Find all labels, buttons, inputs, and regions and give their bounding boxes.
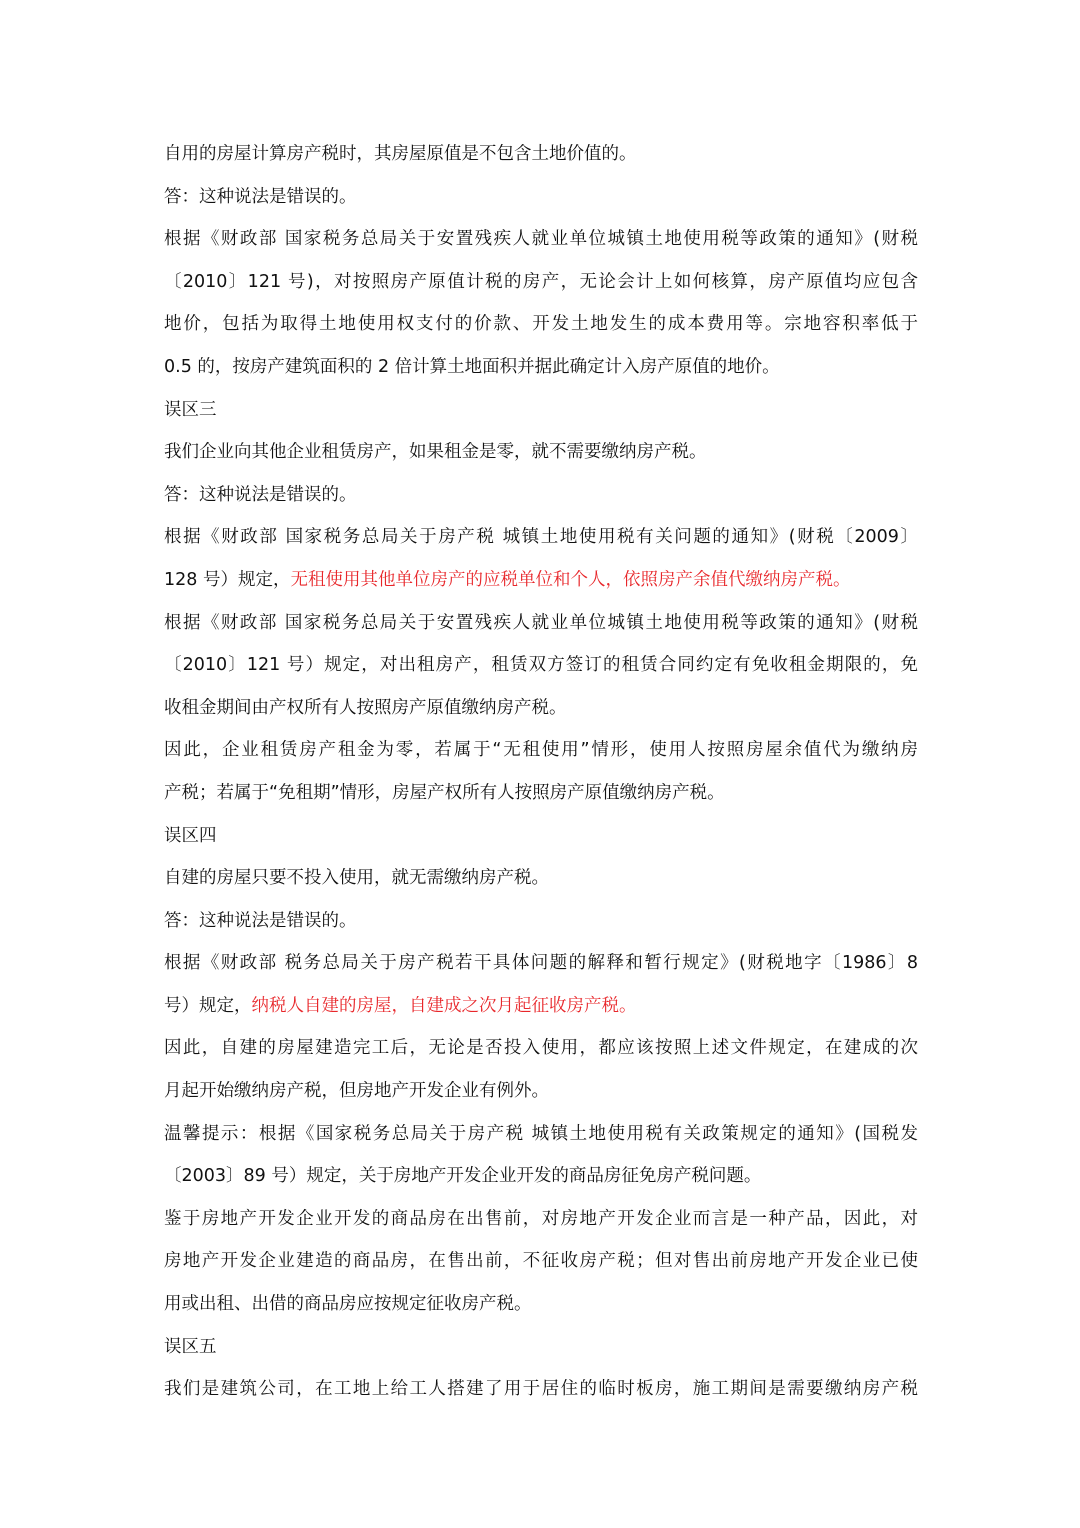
text-line: 自用的房屋计算房产税时，其房屋原值是不包含土地价值的。 <box>164 144 637 164</box>
text-line: 因此，企业租赁房产租金为零，若属于“无租使用”情形，使用人按照房屋余值代为缴纳房 <box>164 740 918 761</box>
highlighted-text: 纳税人自建的房屋，自建成之次月起征收房产税。 <box>251 995 637 1016</box>
section-heading: 误区五 <box>164 1336 217 1357</box>
text-line: 根据《财政部 国家税务总局关于安置残疾人就业单位城镇土地使用税等政策的通知》(财税 <box>164 229 918 250</box>
text-line: 鉴于房地产开发企业开发的商品房在出售前，对房地产开发企业而言是一种产品，因此，对 <box>164 1208 918 1229</box>
text-line: 收租金期间由产权所有人按照房产原值缴纳房产税。 <box>164 697 567 718</box>
text-line: 0.5 的，按房产建筑面积的 2 倍计算土地面积并据此确定计入房产原值的地价。 <box>164 356 780 377</box>
text-line: 根据《财政部 国家税务总局关于房产税 城镇土地使用税有关问题的通知》(财税〔2009〕 <box>164 527 918 548</box>
text-line: 我们是建筑公司，在工地上给工人搭建了用于居住的临时板房，施工期间是需要缴纳房产税 <box>164 1379 918 1400</box>
section-heading: 误区三 <box>164 399 217 420</box>
text-line: 温馨提示：根据《国家税务总局关于房产税 城镇土地使用税有关政策规定的通知》(国税发 <box>164 1123 918 1144</box>
text-line: 因此，自建的房屋建造完工后，无论是否投入使用，都应该按照上述文件规定，在建成的次 <box>164 1038 918 1059</box>
text-line: 月起开始缴纳房产税，但房地产开发企业有例外。 <box>164 1081 549 1102</box>
text-line: 房地产开发企业建造的商品房，在售出前，不征收房产税；但对售出前房地产开发企业已使 <box>164 1251 918 1272</box>
text-line: 地价，包括为取得土地使用权支付的价款、开发土地发生的成本费用等。宗地容积率低于 <box>164 314 918 335</box>
text-line: 用或出租、出借的商品房应按规定征收房产税。 <box>164 1294 532 1315</box>
document-page <box>164 133 918 1411</box>
text-line: 〔2010〕121 号)，对按照房产原值计税的房产，无论会计上如何核算，房产原值均应包含 <box>164 271 918 292</box>
text-line: 我们企业向其他企业租赁房产，如果租金是零，就不需要缴纳房产税。 <box>164 442 707 463</box>
text-line <box>164 985 918 1028</box>
text-line: 自建的房屋只要不投入使用，就无需缴纳房产税。 <box>164 868 549 889</box>
text-line: 根据《财政部 国家税务总局关于安置残疾人就业单位城镇土地使用税等政策的通知》(财税 <box>164 612 918 633</box>
highlighted-text: 无租使用其他单位房产的应税单位和个人，依照房产余值代缴纳房产税。 <box>290 569 851 590</box>
section-heading: 误区四 <box>164 825 217 846</box>
text-line: 根据《财政部 税务总局关于房产税若干具体问题的解释和暂行规定》(财税地字〔1986〕8 <box>164 953 918 974</box>
text-line <box>164 559 918 602</box>
text-line: 〔2010〕121 号）规定，对出租房产，租赁双方签订的租赁合同约定有免收租金期限的，免 <box>164 655 918 676</box>
text-line: 产税；若属于“免租期”情形，房屋产权所有人按照房产原值缴纳房产税。 <box>164 782 725 803</box>
text-line: 〔2003〕89 号）规定，关于房地产开发企业开发的商品房征免房产税问题。 <box>164 1166 762 1187</box>
answer-line: 答：这种说法是错误的。 <box>164 186 357 207</box>
line-prefix: 128 号）规定， <box>164 569 291 590</box>
answer-line: 答：这种说法是错误的。 <box>164 910 357 931</box>
answer-line: 答：这种说法是错误的。 <box>164 484 357 505</box>
line-prefix: 号）规定， <box>164 995 252 1016</box>
